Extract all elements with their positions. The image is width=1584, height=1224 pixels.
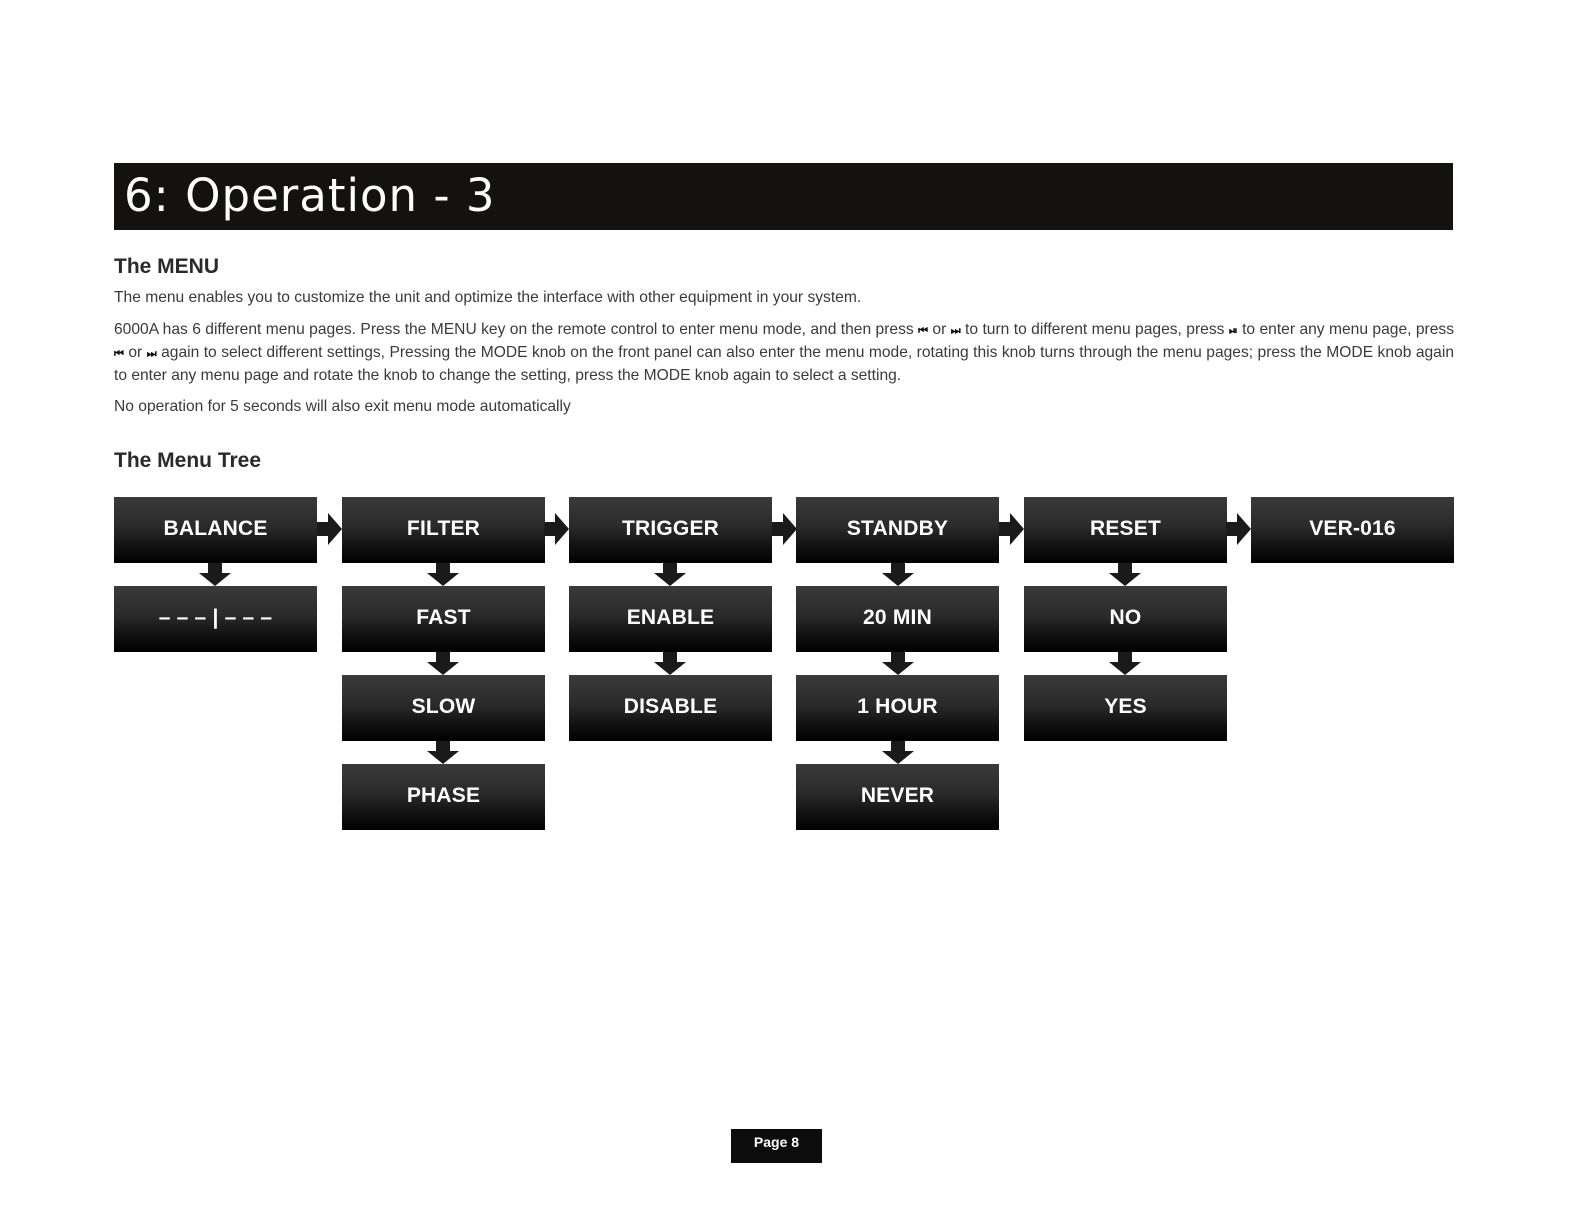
menu-node-label: 1 HOUR [857,695,938,718]
menu-node-balance [114,497,317,563]
menu-node-1-hour [796,675,999,741]
menu-node-label: NEVER [860,784,935,807]
menu-node-label: DISABLE [623,695,718,718]
menu-node-label: FAST [416,606,471,629]
menu-node-fast [342,586,545,652]
menu-node-version [1251,497,1454,563]
menu-node-label: 20 MIN [863,606,932,629]
menu-instructions-text-6: again to select different settings, Pressing the MODE knob on the front panel can also enter the menu mode, rotating this knob turns through the menu pages; press the MODE knob again to enter any menu page and rotate the knob to change the setting, press the MODE knob again to select a setting. [114,344,1454,384]
menu-tree-heading: The Menu Tree [114,449,262,472]
menu-node-trigger [569,497,772,563]
menu-node-disable [569,675,772,741]
menu-node-reset [1024,497,1227,563]
menu-node-label: – – – | – – – [158,606,273,629]
menu-node-slow [342,675,545,741]
menu-node-label: FILTER [406,517,481,540]
menu-node-20-min [796,586,999,652]
title-bar [114,163,1453,230]
menu-node-label: STANDBY [846,517,949,540]
menu-node-filter [342,497,545,563]
menu-instructions-text-2: or [928,321,951,338]
play-pause-icon: ⏯ [1228,324,1236,337]
menu-node-label: BALANCE [163,517,268,540]
menu-node-never [796,764,999,830]
menu-node-label: NO [1109,606,1142,629]
menu-instructions-text-3: to turn to different menu pages, press [960,321,1229,338]
menu-node-label: TRIGGER [621,517,720,540]
menu-instructions-text-1: 6000A has 6 different menu pages. Press the MENU key on the remote control to enter menu mode, and then press [114,321,919,338]
menu-node-enable [569,586,772,652]
menu-node-label: VER-016 [1309,517,1396,540]
menu-node-label: RESET [1089,517,1161,540]
menu-intro-paragraph: The menu enables you to customize the unit and optimize the interface with other equipment in your system. [114,289,862,306]
skip-previous-icon: ⏮ [114,347,122,360]
menu-node-standby [796,497,999,563]
skip-next-icon: ⏭ [146,347,155,360]
page-number: Page 8 [731,1129,822,1163]
skip-previous-icon: ⏮ [918,324,927,337]
menu-node-no [1024,586,1227,652]
menu-node-phase [342,764,545,830]
menu-timeout-paragraph: No operation for 5 seconds will also exit menu mode automatically [114,398,571,415]
skip-next-icon: ⏭ [950,324,959,337]
page-title: 6: Operation - 3 [124,169,496,222]
menu-instructions-paragraph [114,319,1454,387]
menu-heading: The MENU [114,255,219,278]
menu-node-label: PHASE [406,784,481,807]
menu-node-yes [1024,675,1227,741]
menu-node-balance-value [114,586,317,652]
menu-instructions-text-5: or [123,344,147,361]
menu-node-label: SLOW [411,695,476,718]
menu-instructions-text-4: to enter any menu page, press [1237,321,1454,338]
menu-node-label: ENABLE [626,606,715,629]
menu-node-label: YES [1104,695,1147,718]
